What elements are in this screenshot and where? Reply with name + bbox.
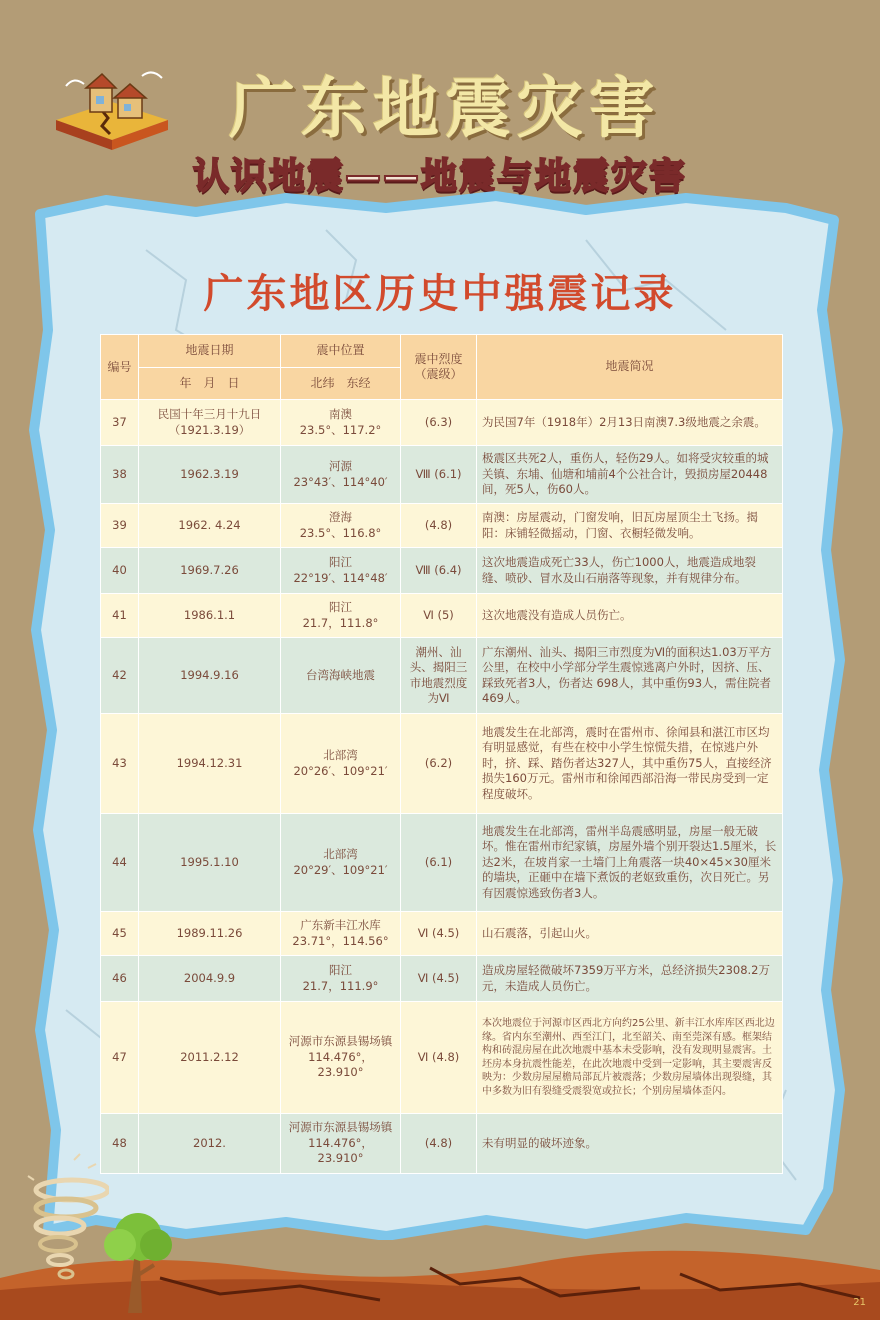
row-num: 46 — [101, 956, 139, 1002]
row-date: 1986.1.1 — [139, 594, 281, 638]
table-row — [101, 714, 783, 814]
row-date: 1994.9.16 — [139, 638, 281, 714]
header-summary: 地震简况 — [477, 335, 783, 400]
row-intensity: (6.3) — [401, 400, 477, 446]
earthquake-records-table — [100, 334, 783, 1174]
row-num: 40 — [101, 548, 139, 594]
row-place: 澄海 — [329, 510, 352, 524]
row-location — [281, 1114, 401, 1174]
row-num: 44 — [101, 814, 139, 912]
table-row — [101, 1002, 783, 1114]
row-location — [281, 446, 401, 504]
row-intensity: (6.2) — [401, 714, 477, 814]
row-num: 38 — [101, 446, 139, 504]
header-date: 地震日期 — [139, 335, 281, 368]
row-num: 41 — [101, 594, 139, 638]
row-location — [281, 638, 401, 714]
row-summary: 造成房屋轻微破坏7359万平方米，总经济损失2308.2万元，未造成人员伤亡。 — [477, 956, 783, 1002]
row-summary: 这次地震没有造成人员伤亡。 — [477, 594, 783, 638]
row-summary: 为民国7年（1918年）2月13日南澳7.3级地震之余震。 — [477, 400, 783, 446]
table-row — [101, 594, 783, 638]
row-date: 1995.1.10 — [139, 814, 281, 912]
header-intensity: 震中烈度（震级） — [401, 335, 477, 400]
row-date: 1989.11.26 — [139, 912, 281, 956]
row-coords: 23.5°、117.2° — [299, 422, 382, 437]
row-num: 42 — [101, 638, 139, 714]
row-intensity: Ⅵ (5) — [401, 594, 477, 638]
row-summary: 极震区共死2人，重伤人，轻伤29人。如将受灾较重的城关镇、东埔、仙塘和埔前4个公社合计，毁损房屋20448间，死5人，伤60人。 — [477, 446, 783, 504]
tree-icon — [98, 1205, 178, 1315]
row-num: 45 — [101, 912, 139, 956]
row-place: 台湾海峡地震 — [306, 667, 375, 682]
row-place: 阳江 — [329, 555, 352, 569]
row-coords: 114.476°，23.910° — [308, 1135, 373, 1166]
row-place: 河源市东源县锡场镇 — [288, 1034, 393, 1049]
row-intensity: (4.8) — [401, 1114, 477, 1174]
table-row — [101, 548, 783, 594]
poster-title: 广东地震灾害 — [229, 70, 661, 147]
row-intensity: Ⅵ (4.5) — [401, 956, 477, 1002]
row-intensity: (6.1) — [401, 814, 477, 912]
row-num: 48 — [101, 1114, 139, 1174]
row-location — [281, 504, 401, 548]
cracked-house-icon — [52, 68, 170, 152]
section-title: 广东地区历史中强震记录 — [203, 271, 677, 317]
row-date: 1994.12.31 — [139, 714, 281, 814]
row-num: 39 — [101, 504, 139, 548]
row-coords: 114.476°，23.910° — [308, 1049, 373, 1080]
table-row — [101, 504, 783, 548]
row-place: 广东新丰江水库 — [300, 918, 381, 932]
row-place: 北部湾 — [323, 748, 358, 762]
row-summary: 地震发生在北部湾，雷州半岛震感明显，房屋一般无破坏。惟在雷州市纪家镇，房屋外墙个别开裂达1.5厘米，长达2米，在坡肖家一土墙门上角震落一块40×45×30厘米的墙块，正砸中在墙下煮饭的老妪致重伤，次日死亡。另有因震惊逃致伤者3人。 — [477, 814, 783, 912]
row-summary: 本次地震位于河源市区西北方向约25公里、新丰江水库库区西北边缘。省内东至潮州、西至江门，北至韶关、南至莞深有感。框架结构和砖混房屋在此次地震中基本未受影响，没有发现明显震害。土坯房本身抗震性能差，在此次地震中受到一定影响，其主要震害反映为：少数房屋屋檐局部瓦片被震落；少数房屋墙体出现裂缝，其中多数为旧有裂缝受震裂宽或拉长；个别房屋墙体歪闪。 — [477, 1002, 783, 1114]
row-coords: 22°19′、114°48′ — [293, 570, 388, 585]
row-coords: 20°29′、109°21′ — [293, 862, 388, 877]
table-row — [101, 446, 783, 504]
table-row — [101, 956, 783, 1002]
row-intensity: Ⅷ (6.4) — [401, 548, 477, 594]
table-row — [101, 638, 783, 714]
row-place: 阳江 — [329, 600, 352, 614]
row-coords: 23.71°，114.56° — [292, 933, 389, 948]
row-location — [281, 400, 401, 446]
table-row — [101, 814, 783, 912]
row-coords: 23°43′、114°40′ — [293, 474, 388, 489]
table-row — [101, 912, 783, 956]
row-coords: 21.7，111.9° — [302, 978, 379, 993]
row-intensity: Ⅵ (4.5) — [401, 912, 477, 956]
header-num: 编号 — [101, 335, 139, 400]
row-intensity: 潮州、汕头、揭阳三市地震烈度为Ⅵ — [401, 638, 477, 714]
row-num: 47 — [101, 1002, 139, 1114]
row-intensity: Ⅷ (6.1) — [401, 446, 477, 504]
row-num: 43 — [101, 714, 139, 814]
row-date: 1969.7.26 — [139, 548, 281, 594]
row-date: 民国十年三月十九日（1921.3.19） — [139, 400, 281, 446]
row-summary: 这次地震造成死亡33人，伤亡1000人，地震造成地裂缝、喷砂、冒水及山石崩落等现象，并有规律分布。 — [477, 548, 783, 594]
row-location — [281, 956, 401, 1002]
row-intensity: (4.8) — [401, 504, 477, 548]
row-date: 1962.3.19 — [139, 446, 281, 504]
row-num: 37 — [101, 400, 139, 446]
row-intensity: Ⅵ (4.8) — [401, 1002, 477, 1114]
tornado-icon — [14, 1150, 109, 1315]
row-summary: 未有明显的破坏迹象。 — [477, 1114, 783, 1174]
row-date: 1962. 4.24 — [139, 504, 281, 548]
row-summary: 南澳：房屋震动，门窗发响，旧瓦房屋顶尘土飞扬。揭阳：床铺轻微摇动，门窗、衣橱轻微发响。 — [477, 504, 783, 548]
row-place: 南澳 — [329, 407, 352, 421]
row-summary: 广东潮州、汕头、揭阳三市烈度为Ⅵ的面积达1.03万平方公里，在校中小学部分学生震惊逃离户外时，因挤、压、踩致死者3人，伤者达 698人，其中重伤93人，需住院者469人。 — [477, 638, 783, 714]
row-date: 2004.9.9 — [139, 956, 281, 1002]
row-date: 2012. — [139, 1114, 281, 1174]
poster-subtitle: 认识地震——地震与地震灾害 — [192, 156, 687, 197]
row-place: 河源 — [329, 459, 352, 473]
table-row — [101, 1114, 783, 1174]
row-summary: 山石震落，引起山火。 — [477, 912, 783, 956]
page-number: 21 — [853, 1297, 866, 1308]
row-place: 阳江 — [329, 963, 352, 977]
row-summary: 地震发生在北部湾，震时在雷州市、徐闻县和湛江市区均有明显感觉，有些在校中小学生惊慌失措，在惊逃户外时，挤、踩、踏伤者达327人，其中重伤75人，直接经济损失160万元。雷州市和徐闻西部沿海一带民房受到一定程度破坏。 — [477, 714, 783, 814]
row-coords: 20°26′、109°21′ — [293, 763, 388, 778]
row-place: 河源市东源县锡场镇 — [288, 1120, 393, 1135]
row-location — [281, 814, 401, 912]
row-coords: 23.5°、116.8° — [299, 525, 382, 540]
header-location-sub: 北纬 东经 — [281, 368, 401, 400]
row-location — [281, 714, 401, 814]
row-place: 北部湾 — [323, 847, 358, 861]
row-location — [281, 548, 401, 594]
header-location: 震中位置 — [281, 335, 401, 368]
row-location — [281, 1002, 401, 1114]
row-coords: 21.7，111.8° — [302, 615, 379, 630]
row-date: 2011.2.12 — [139, 1002, 281, 1114]
header-date-sub: 年 月 日 — [139, 368, 281, 400]
table-row — [101, 400, 783, 446]
row-location — [281, 912, 401, 956]
row-location — [281, 594, 401, 638]
